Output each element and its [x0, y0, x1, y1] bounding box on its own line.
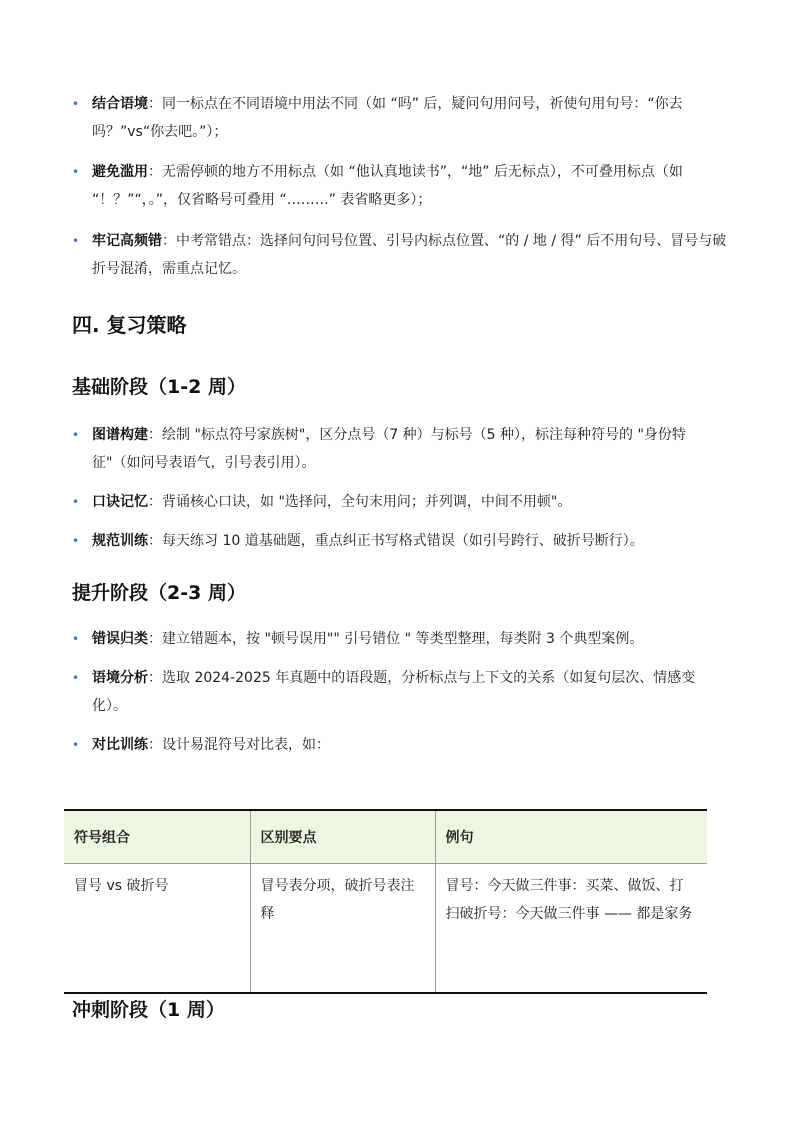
- bullet-text: ：设计易混符号对比表，如：: [148, 737, 330, 753]
- bullet-icon: •: [72, 632, 80, 646]
- bullet-text: ：无需停顿的地方不用标点（如 “他认真地读书”，“地” 后无标点），不可叠用标点（如 “！？”“，。”，仅省略号可叠用 “………” 表省略更多）；: [92, 164, 683, 208]
- bullet-icon: •: [72, 165, 80, 179]
- list-item: [72, 488, 728, 516]
- stage-heading-sprint: 冲刺阶段（1 周）: [72, 999, 225, 1021]
- bullet-term: 对比训练: [92, 737, 148, 753]
- bullet-icon: •: [72, 534, 80, 548]
- table-cell: 冒号表分项，破折号表注释: [250, 864, 435, 994]
- list-item: [72, 731, 728, 759]
- table-cell: 冒号：今天做三件事：买菜、做饭、打扫破折号：今天做三件事 —— 都是家务: [445, 878, 693, 922]
- bullet-icon: •: [72, 97, 80, 111]
- list-item: [72, 421, 728, 477]
- bullet-icon: •: [72, 738, 80, 752]
- stage-heading-improve: 提升阶段（2-3 周）: [72, 582, 246, 604]
- list-item: [72, 158, 728, 214]
- bullet-text: ：选取 2024-2025 年真题中的语段题，分析标点与上下文的关系（如复句层次、情感变化）。: [92, 670, 696, 714]
- bullet-term: 口诀记忆: [92, 494, 148, 510]
- bullet-icon: •: [72, 234, 80, 248]
- list-item: [72, 625, 728, 653]
- table-cell: 冒号 vs 破折号: [64, 864, 250, 994]
- bullet-term: 图谱构建: [92, 427, 148, 443]
- table-header-cell: 符号组合: [64, 810, 250, 864]
- section-heading: 四. 复习策略: [72, 313, 187, 337]
- bullet-text: ：同一标点在不同语境中用法不同（如 “吗” 后，疑问句用问号，祈使句用句号：“你去吗？”vs“你去吧。”）；: [92, 96, 683, 140]
- bullet-icon: •: [72, 428, 80, 442]
- bullet-text: ：背诵核心口诀，如 "选择问，全句末用问；并列调，中间不用顿"。: [148, 494, 572, 510]
- comparison-table: [64, 809, 707, 994]
- bullet-term: 牢记高频错: [92, 233, 162, 249]
- bullet-text: ：中考常错点：选择问句问号位置、引号内标点位置、“的 / 地 / 得” 后不用句号、冒号与破折号混淆，需重点记忆。: [92, 233, 727, 277]
- bullet-term: 错误归类: [92, 631, 148, 647]
- stage-heading-basic: 基础阶段（1-2 周）: [72, 376, 246, 398]
- table-header-cell: 例句: [435, 810, 707, 864]
- bullet-term: 语境分析: [92, 670, 148, 686]
- bullet-icon: •: [72, 495, 80, 509]
- bullet-icon: •: [72, 671, 80, 685]
- bullet-term: 规范训练: [92, 533, 148, 549]
- table-header-cell: 区别要点: [250, 810, 435, 864]
- bullet-text: ：建立错题本，按 "顿号误用"" 引号错位 " 等类型整理，每类附 3 个典型案例。: [148, 631, 644, 647]
- table-header-row: [64, 810, 707, 864]
- list-item: [72, 664, 728, 720]
- bullet-term: 结合语境: [92, 96, 148, 112]
- bullet-term: 避免滥用: [92, 164, 148, 180]
- list-item: [72, 527, 728, 555]
- list-item: [72, 90, 728, 146]
- table-row: [64, 864, 707, 994]
- bullet-text: ：绘制 "标点符号家族树"，区分点号（7 种）与标号（5 种），标注每种符号的 "身份特征"（如问号表语气，引号表引用）。: [92, 427, 686, 471]
- list-item: [72, 227, 728, 283]
- bullet-text: ：每天练习 10 道基础题，重点纠正书写格式错误（如引号跨行、破折号断行）。: [148, 533, 644, 549]
